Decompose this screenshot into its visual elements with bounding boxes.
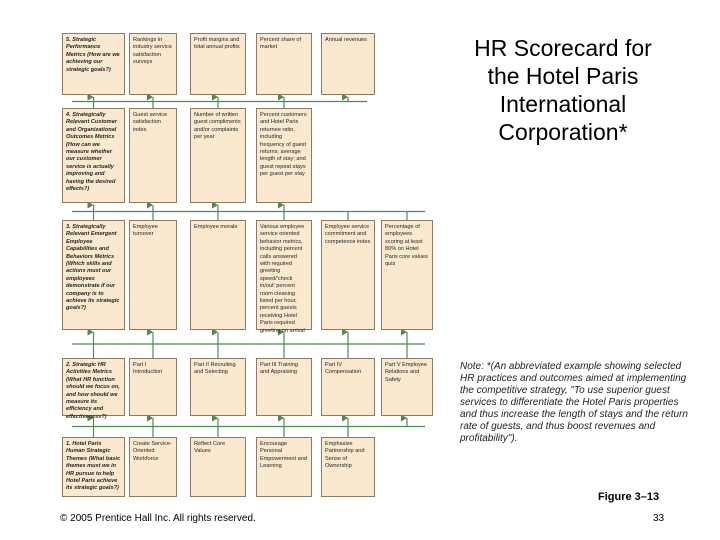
scorecard-metric-box: Rankings in industry service satisfaction surveys xyxy=(129,33,177,95)
scorecard-metric-box: Various employee service oriented behavior metrics, including percent calls answered with required greeting speed/'check in/out' percent room cleaning listed per hour, percent guests receiving Hotel Paris required greeting on arrival xyxy=(256,220,312,330)
scorecard-metric-box: Part II Recruiting and Selecting xyxy=(190,358,246,416)
scorecard-metric-box: Percentage of employees scoring at least 80% on Hotel Paris core values quiz xyxy=(381,220,433,330)
scorecard-metric-box: Percent share of market xyxy=(256,33,312,95)
slide-title: HR Scorecard for the Hotel Paris International Corporation* xyxy=(474,35,652,145)
scorecard-metric-box: Part IV Compensation xyxy=(321,358,375,416)
scorecard-metric-box: Part III Training and Appraising xyxy=(256,358,312,416)
scorecard-metric-box: Part I Introduction xyxy=(129,358,177,416)
scorecard-metric-box: Encourage Personal Empowerment and Learning xyxy=(256,437,312,497)
scorecard-metric-box: Annual revenues xyxy=(321,33,375,95)
copyright-notice: © 2005 Prentice Hall Inc. All rights reserved. xyxy=(60,513,256,524)
scorecard-metric-box: Employee service commitment and competence index xyxy=(321,220,375,330)
scorecard-level-label: 2. Strategic HR Activities Metrics (What HR function should we focus on, and how should we measure its efficiency and effectiveness?) xyxy=(62,358,125,416)
scorecard-metric-box: Part V Employee Relations and Safety xyxy=(381,358,433,416)
scorecard-metric-box: Number of written guest compliments and/or complaints per year xyxy=(190,108,246,203)
scorecard-level-label: 1. Hotel Paris Human Strategic Themes (What basic themes must we in HR pursue to help Hotel Paris achieve its strategic goals?) xyxy=(62,437,125,497)
scorecard-level-label: 3. Strategically Relevant Emergent Employee Capabilities and Behaviors Metrics (Which skills and actions must our employees demonstrate if our company is to achieve its strategic goals?) xyxy=(62,220,125,330)
scorecard-level-label: 5. Strategic Performance Metrics (How are we achieving our strategic goals?) xyxy=(62,33,125,95)
scorecard-metric-box: Employee turnover xyxy=(129,220,177,330)
scorecard-metric-box: Guest service satisfaction index xyxy=(129,108,177,203)
scorecard-metric-box: Create Service-Oriented Workforce xyxy=(129,437,177,497)
scorecard-metric-box: Employee morale xyxy=(190,220,246,330)
scorecard-level-label: 4. Strategically Relevant Customer and Organizational Outcomes Metrics (How can we measure whether our customer service is actually improving and having the desired effects?) xyxy=(62,108,125,203)
scorecard-metric-box: Percent customers and Hotel Paris returnee ratio, including frequency of guest returns; average length of stay; and guest repeat stays per guest per stay xyxy=(256,108,312,203)
figure-note: Note: *(An abbreviated example showing selected HR practices and outcomes aimed at implementing the competitive strategy, "To use superior guest services to differentiate the Hotel Paris properties and thus increase the length of stays and the return rate of guests, and thus boost revenues and profitability"). xyxy=(460,361,688,444)
scorecard-metric-box: Profit margins and total annual profits xyxy=(190,33,246,95)
scorecard-metric-box: Emphasize Partnership and Sense of Ownership xyxy=(321,437,375,497)
scorecard-metric-box: Reflect Core Values xyxy=(190,437,246,497)
page-number: 33 xyxy=(653,513,665,524)
figure-label: Figure 3–13 xyxy=(598,491,660,503)
